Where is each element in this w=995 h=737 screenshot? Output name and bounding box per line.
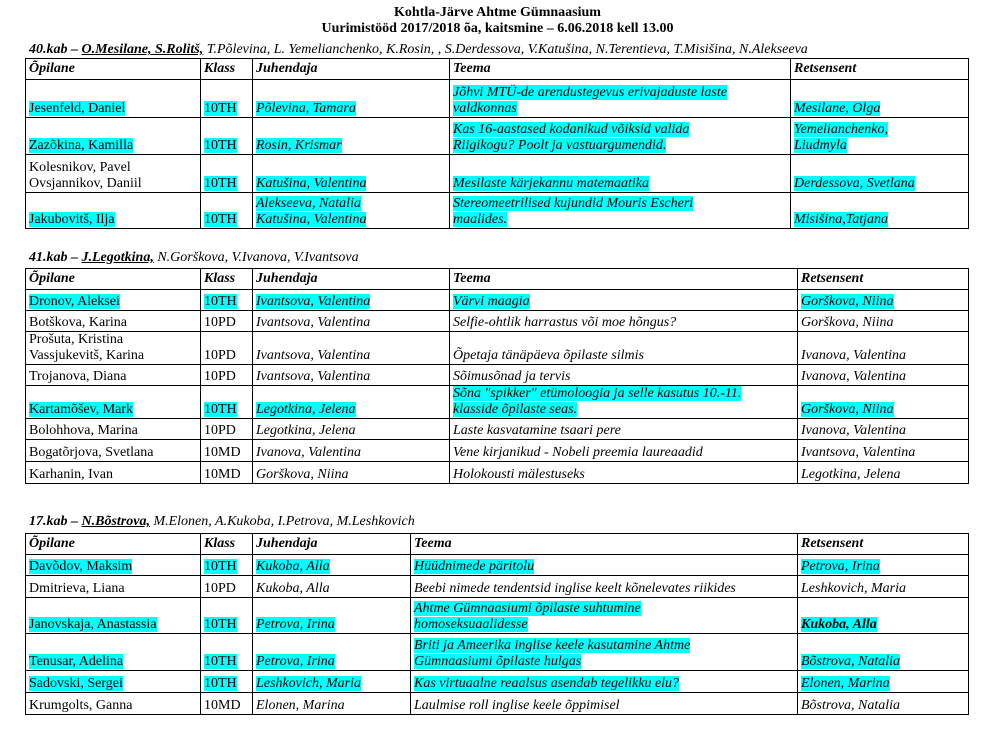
table-header-row [26,269,969,290]
table-row [26,693,969,715]
supervisor-header: Juhendaja [253,59,450,80]
school-title: Kohtla-Järve Ahtme Gümnaasium [394,5,601,20]
reviewer-cell: Gorškova, Niina [798,290,969,311]
topic-cell: Hüüdnimede päritolu [411,555,798,576]
topic-cell: Holokousti mälestuseks [450,462,798,484]
topic-cell: Briti ja Ameerika inglise keele kasutamine Ahtme Gümnaasiumi õpilaste hulgas [411,634,798,671]
student-cell: Bogatõrjova, Svetlana [26,440,201,462]
topic-cell: Sõimusõnad ja tervis [450,365,798,386]
supervisor-cell: Ivanova, Valentina [253,440,450,462]
table-room-17 [25,533,969,715]
table-row [26,419,969,440]
reviewer-cell: Ivantsova, Valentina [798,440,969,462]
topic-header: Teema [411,534,798,555]
reviewer-cell: Kukoba, Alla [798,598,969,634]
topic-cell: Värvi maagia [450,290,798,311]
class-cell: 10MD [201,440,253,462]
topic-cell: Kas virtuaalne reaalsus asendab tegelikku elu? [411,671,798,693]
reviewer-cell: Bõstrova, Natalia [798,693,969,715]
table-row [26,311,969,332]
reviewer-cell: Leshkovich, Maria [798,576,969,598]
table-row [26,671,969,693]
class-cell: 10TH [201,290,253,311]
committee-members: M.Elonen, A.Kukoba, I.Petrova, M.Leshkovich [149,514,415,529]
topic-cell: Laulmise roll inglise keele õppimisel [411,693,798,715]
student-cell: Tenusar, Adelina [26,634,201,671]
topic-cell: Sõna "spikker" etümoloogia ja selle kasutus 10.-11. klasside õpilaste seas. [450,386,798,419]
class-cell: 10TH [201,555,253,576]
topic-cell: Laste kasvatamine tsaari pere [450,419,798,440]
student-cell: Sadovski, Sergei [26,671,201,693]
table-header-row [26,534,969,555]
class-cell: 10TH [201,80,253,118]
section-heading-41 [29,250,359,266]
topic-header: Teema [450,59,791,80]
reviewer-cell: Legotkina, Jelena [798,462,969,484]
topic-cell: Ahtme Gümnaasiumi õpilaste suhtumine homoseksuaalidesse [411,598,798,634]
reviewer-header: Retsensent [798,269,969,290]
class-cell: 10PD [201,576,253,598]
student-cell: Jesenfeld, Daniel [26,80,201,118]
student-cell: Karhanin, Ivan [26,462,201,484]
topic-cell: Õpetaja tänäpäeva õpilaste silmis [450,332,798,365]
table-row [26,555,969,576]
class-cell: 10PD [201,311,253,332]
reviewer-cell: Derdessova, Svetlana [791,155,969,193]
student-header: Õpilane [26,534,201,555]
topic-header: Teema [450,269,798,290]
table-row [26,365,969,386]
class-cell: 10TH [201,193,253,229]
student-cell: Krumgolts, Ganna [26,693,201,715]
supervisor-cell: Alekseeva, Natalia Katušina, Valentina [253,193,450,229]
class-cell: 10TH [201,671,253,693]
reviewer-cell: Gorškova, Niina [798,386,969,419]
reviewer-cell: Ivanova, Valentina [798,365,969,386]
class-cell: 10TH [201,598,253,634]
table-header-row [26,59,969,80]
table-row [26,193,969,229]
class-cell: 10PD [201,419,253,440]
class-header: Klass [201,534,253,555]
class-cell: 10PD [201,332,253,365]
supervisor-cell: Kukoba, Alla [253,576,411,598]
student-header: Õpilane [26,59,201,80]
supervisor-cell: Ivantsova, Valentina [253,311,450,332]
student-cell: Prošuta, Kristina Vassjukevitš, Karina [26,332,201,365]
supervisor-cell: Legotkina, Jelena [253,419,450,440]
class-header: Klass [201,269,253,290]
student-cell: Botškova, Karina [26,311,201,332]
supervisor-cell: Legotkina, Jelena [253,386,450,419]
student-cell: Dronov, Aleksei [26,290,201,311]
room-label: 17.kab – [29,514,82,529]
student-header: Õpilane [26,269,201,290]
class-cell: 10TH [201,386,253,419]
supervisor-cell: Põlevina, Tamara [253,80,450,118]
class-cell: 10TH [201,118,253,155]
topic-cell: Mesilaste kärjekannu matemaatika [450,155,791,193]
class-cell: 10PD [201,365,253,386]
supervisor-cell: Leshkovich, Maria [253,671,411,693]
supervisor-cell: Rosin, Krismar [253,118,450,155]
reviewer-cell: Gorškova, Niina [798,311,969,332]
student-cell: Zazõkina, Kamilla [26,118,201,155]
topic-cell: Kas 16-aastased kodanikud võiksid valida Riigikogu? Poolt ja vastuargumendid. [450,118,791,155]
supervisor-cell: Ivantsova, Valentina [253,365,450,386]
section-heading-40 [29,42,808,58]
table-row [26,332,969,365]
table-row [26,598,969,634]
table-row [26,80,969,118]
reviewer-header: Retsensent [798,534,969,555]
table-row [26,290,969,311]
student-cell: Kolesnikov, Pavel Ovsjannikov, Daniil [26,155,201,193]
table-room-40 [25,58,969,229]
committee-chair: N.Bõstrova, [81,514,150,529]
student-cell: Trojanova, Diana [26,365,201,386]
student-cell: Kartamõšev, Mark [26,386,201,419]
supervisor-cell: Ivantsova, Valentina [253,332,450,365]
class-cell: 10TH [201,155,253,193]
room-label: 40.kab – [29,42,82,57]
table-row [26,634,969,671]
table-row [26,118,969,155]
table-row [26,155,969,193]
room-label: 41.kab – [29,250,82,265]
class-header: Klass [201,59,253,80]
topic-cell: Beebi nimede tendentsid inglise keelt kõnelevates riikides [411,576,798,598]
student-cell: Dmitrieva, Liana [26,576,201,598]
class-cell: 10MD [201,462,253,484]
table-row [26,462,969,484]
committee-chair: J.Legotkina, [81,250,154,265]
supervisor-header: Juhendaja [253,534,411,555]
reviewer-cell: Misišina,Tatjana [791,193,969,229]
supervisor-cell: Kukoba, Alla [253,555,411,576]
reviewer-cell: Yemelianchenko, Liudmyla [791,118,969,155]
reviewer-header: Retsensent [791,59,969,80]
committee-members: T.Põlevina, L. Yemelianchenko, K.Rosin, , S.Derdessova, V.Katušina, N.Terentieva, T.Misišina, N.Alekseeva [203,42,808,57]
supervisor-header: Juhendaja [253,269,450,290]
supervisor-cell: Katušina, Valentina [253,155,450,193]
class-cell: 10MD [201,693,253,715]
reviewer-cell: Ivanova, Valentina [798,419,969,440]
supervisor-cell: Petrova, Irina [253,598,411,634]
topic-cell: Selfie-ohtlik harrastus või moe hõngus? [450,311,798,332]
table-room-41 [25,268,969,484]
table-row [26,386,969,419]
reviewer-cell: Ivanova, Valentina [798,332,969,365]
section-heading-17 [29,514,415,530]
supervisor-cell: Petrova, Irina [253,634,411,671]
student-cell: Janovskaja, Anastassia [26,598,201,634]
table-row [26,440,969,462]
supervisor-cell: Ivantsova, Valentina [253,290,450,311]
table-row [26,576,969,598]
supervisor-cell: Gorškova, Niina [253,462,450,484]
reviewer-cell: Bõstrova, Natalia [798,634,969,671]
committee-chair: O.Mesilane, S.Rolitš, [81,42,204,57]
topic-cell: Jõhvi MTÜ-de arendustegevus erivajaduste laste valdkonnas [450,80,791,118]
student-cell: Davõdov, Maksim [26,555,201,576]
topic-cell: Vene kirjanikud - Nobeli preemia laureaadid [450,440,798,462]
document-subtitle: Uurimistööd 2017/2018 õa, kaitsmine – 6.06.2018 kell 13.00 [321,21,674,36]
class-cell: 10TH [201,634,253,671]
student-cell: Bolohhova, Marina [26,419,201,440]
reviewer-cell: Petrova, Irina [798,555,969,576]
reviewer-cell: Mesilane, Olga [791,80,969,118]
supervisor-cell: Elonen, Marina [253,693,411,715]
reviewer-cell: Elonen, Marina [798,671,969,693]
topic-cell: Stereomeetrilised kujundid Mouris Escheri maalides. [450,193,791,229]
committee-members: N.Gorškova, V.Ivanova, V.Ivantsova [153,250,359,265]
student-cell: Jakubovitš, Ilja [26,193,201,229]
